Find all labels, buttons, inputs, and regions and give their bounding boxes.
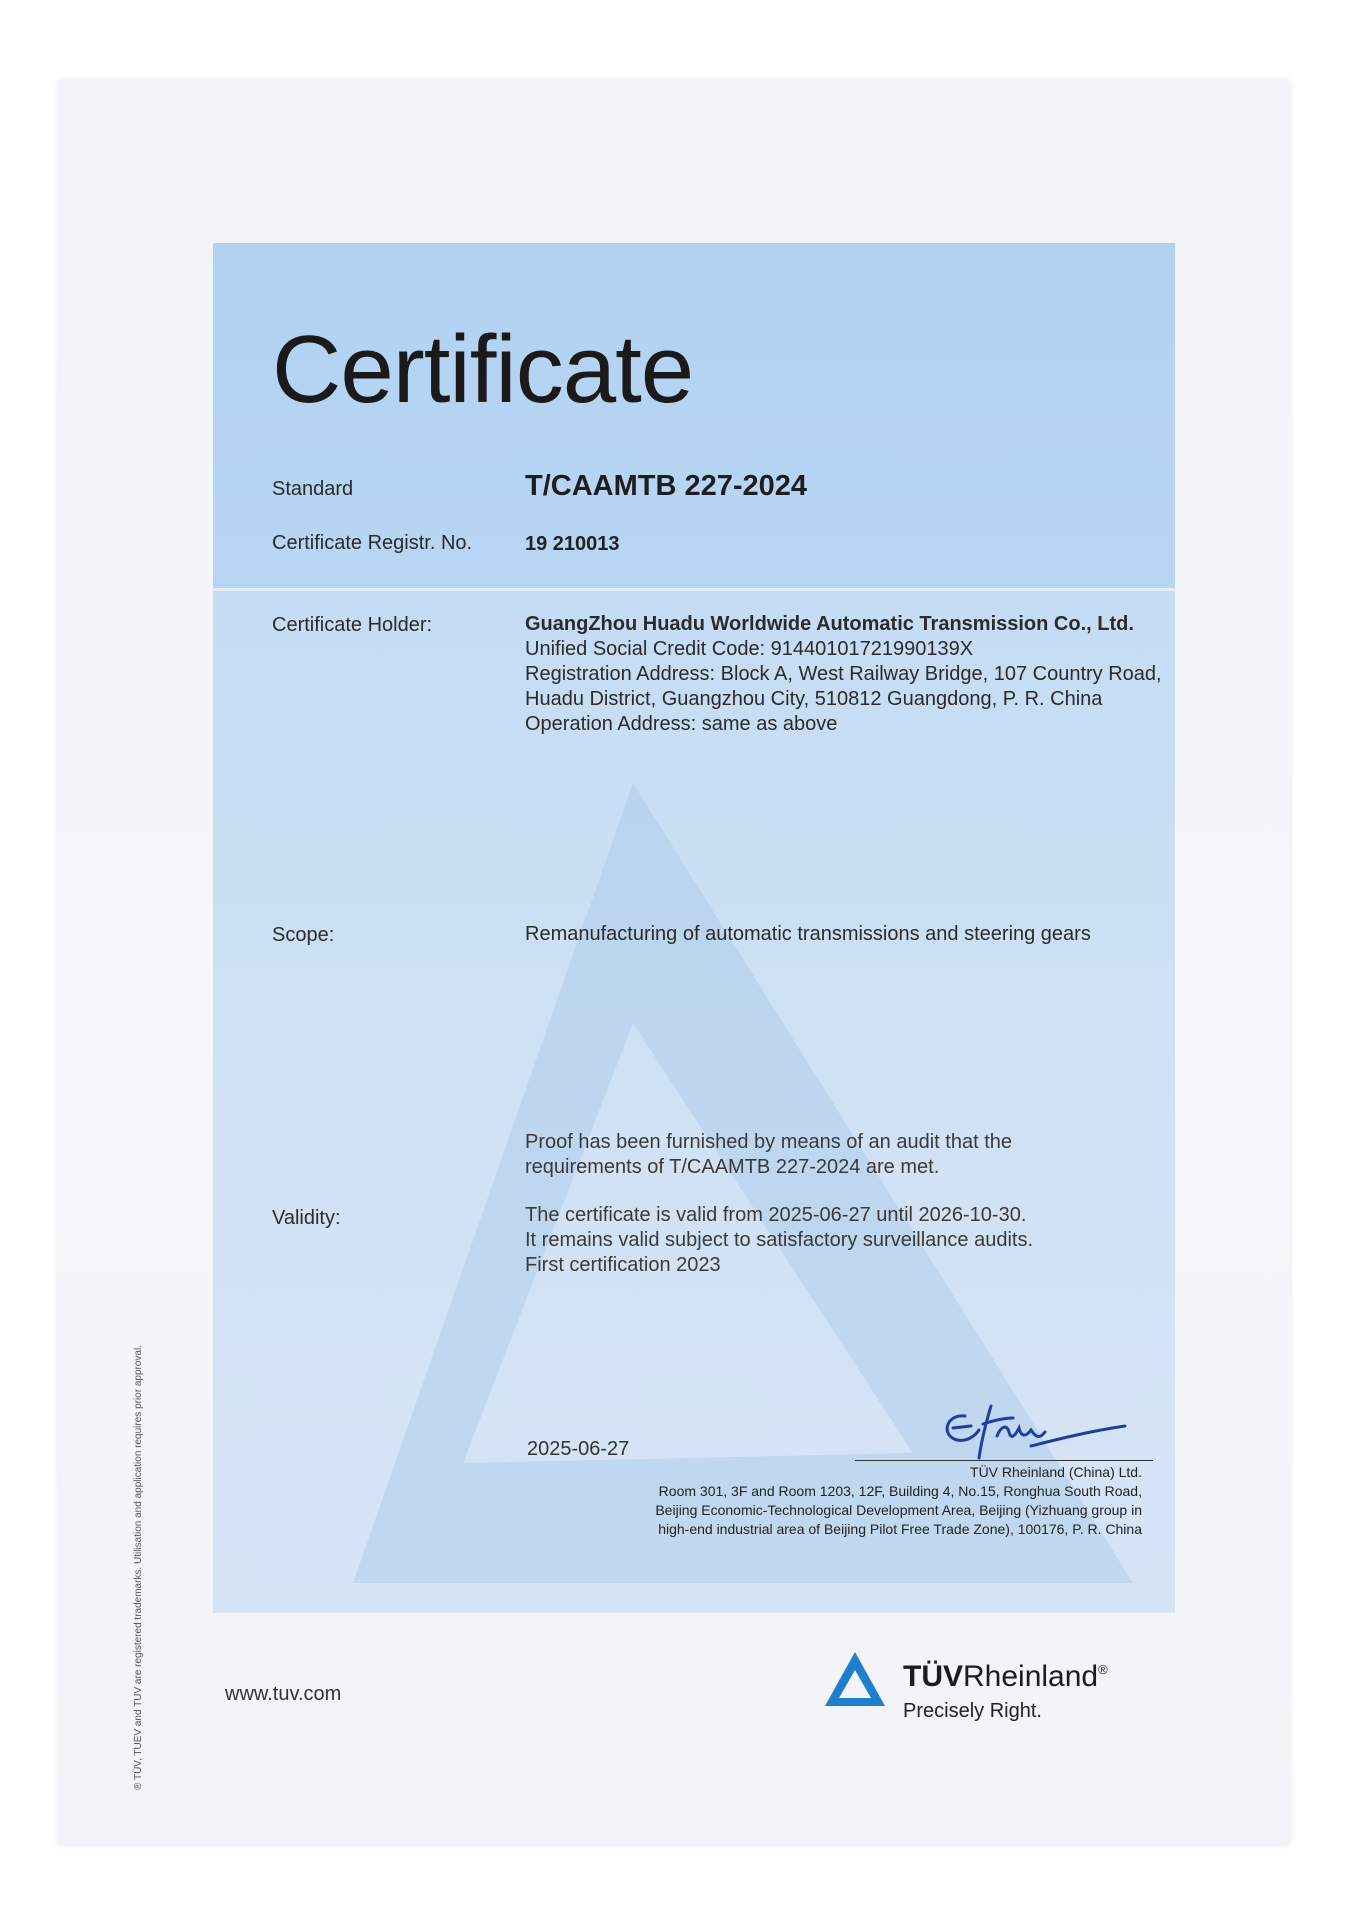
brand-regular: Rheinland	[963, 1660, 1099, 1693]
holder-credit-code: Unified Social Credit Code: 91440101721990139X	[525, 638, 974, 660]
standard-value: T/CAAMTB 227-2024	[525, 470, 808, 502]
website-link[interactable]: www.tuv.com	[225, 1683, 342, 1705]
holder-block	[525, 612, 1165, 737]
signature-line	[855, 1460, 1153, 1461]
validity-label: Validity:	[272, 1207, 341, 1229]
issuer-address: Room 301, 3F and Room 1203, 12F, Building 4, No.15, Ronghua South Road, Beijing Economic-Technological Development Area, Beijing (Yizhuang group in high-end industrial area of Beijing Pilot Free Trade Zone), 100176, P. R. China	[655, 1483, 1142, 1537]
registration-value: 19 210013	[525, 533, 620, 555]
certificate-title: Certificate	[272, 316, 694, 423]
trademark-note: ® TÜV, TUEV and TUV are registered trademarks. Utilisation and application requires prior approval.	[133, 1345, 144, 1790]
signature-icon	[935, 1396, 1135, 1466]
scope-value: Remanufacturing of automatic transmissions and steering gears	[525, 923, 1091, 945]
issuer-name: TÜV Rheinland (China) Ltd.	[970, 1464, 1142, 1480]
validity-period: The certificate is valid from 2025-06-27 until 2026-10-30.	[525, 1204, 1027, 1226]
holder-label: Certificate Holder:	[272, 614, 433, 636]
holder-name: GuangZhou Huadu Worldwide Automatic Transmission Co., Ltd.	[525, 613, 1134, 635]
validity-condition: It remains valid subject to satisfactory surveillance audits.	[525, 1229, 1033, 1251]
tuv-triangle-icon	[823, 1650, 887, 1708]
validity-block	[525, 1203, 1033, 1278]
scope-label: Scope:	[272, 924, 335, 946]
standard-label: Standard	[272, 478, 354, 500]
brand-name	[903, 1660, 1108, 1694]
tuv-rheinland-logo	[823, 1650, 1153, 1730]
panel-divider	[213, 588, 1175, 591]
registration-label: Certificate Registr. No.	[272, 532, 473, 554]
proof-statement: Proof has been furnished by means of an audit that the requirements of T/CAAMTB 227-2024 are met.	[525, 1131, 1012, 1178]
issuer-block	[650, 1463, 1142, 1539]
holder-operation-address: Operation Address: same as above	[525, 713, 838, 735]
brand-bold: TÜV	[903, 1660, 963, 1693]
holder-registration-address: Registration Address: Block A, West Railway Bridge, 107 Country Road, Huadu District, Guangzhou City, 510812 Guangdong, P. R. China	[525, 663, 1162, 710]
brand-tagline: Precisely Right.	[903, 1700, 1042, 1722]
issue-date: 2025-06-27	[527, 1438, 630, 1460]
first-certification: First certification 2023	[525, 1254, 721, 1276]
brand-mark: ®	[1098, 1662, 1108, 1677]
